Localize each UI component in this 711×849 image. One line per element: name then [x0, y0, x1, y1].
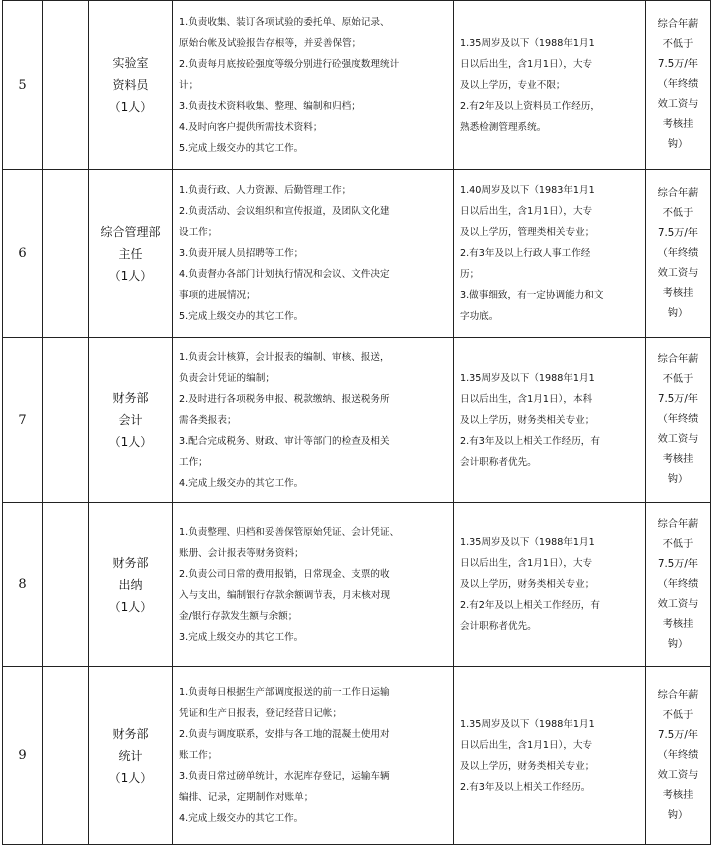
requirement-line: 日以后出生，含1月1日），大专: [460, 206, 593, 217]
duty-line: 事项的进展情况；: [179, 290, 256, 301]
blank-cell: [43, 338, 89, 503]
salary-line: 效工资与: [657, 434, 699, 445]
requirement-line: 日以后出生，含1月1日），大专: [460, 739, 593, 751]
requirements-cell: [454, 170, 646, 338]
requirement-line: 及以上学历，管理类相关专业；: [460, 227, 595, 238]
requirement-line: 熟悉检测管理系统。: [460, 121, 547, 133]
salary-line: 不低于: [662, 538, 694, 550]
salary-line: 考核挂: [662, 454, 694, 465]
salary-line: 钩）: [667, 139, 689, 150]
requirement-line: 日以后出生，含1月1日），大专: [460, 58, 593, 70]
position-title-line: 会计: [118, 413, 143, 427]
row-number-cell: 8: [3, 503, 43, 667]
salary-line: 7.5万/年: [657, 558, 698, 570]
duty-line: 3.配合完成税务、财政、审计等部门的检查及相关: [179, 435, 390, 447]
requirement-line: 会计职称者优先。: [460, 456, 537, 468]
salary-line: （年终绩: [657, 79, 699, 90]
salary-cell: [646, 1, 711, 170]
requirement-line: 1.35周岁及以下（1988年1月1: [460, 37, 595, 49]
requirement-line: 及以上学历，专业不限；: [460, 79, 566, 91]
requirement-line: 2.有2年及以上资料员工作经历，: [460, 100, 600, 112]
requirement-line: 2.有3年及以上相关工作经历，有: [460, 435, 600, 447]
salary-line: 钩）: [667, 638, 689, 650]
position-title-line: 实验室: [112, 56, 149, 70]
table-row: [3, 338, 711, 503]
salary-line: 效工资与: [657, 267, 699, 279]
salary-line: 钩）: [667, 809, 689, 821]
salary-line: （年终绩: [657, 247, 699, 259]
recruitment-table: [2, 0, 711, 845]
position-title-line: 主任: [118, 246, 143, 261]
salary-line: 7.5万/年: [657, 59, 698, 70]
requirement-line: 及以上学历，财务类相关专业；: [460, 579, 595, 590]
duty-line: 金/银行存款发生额与余额；: [179, 610, 298, 622]
requirement-line: 2.有3年及以上行政人事工作经: [460, 248, 591, 259]
requirements-cell: [454, 503, 646, 667]
salary-line: 综合年薪: [657, 187, 699, 199]
salary-line: 综合年薪: [657, 689, 699, 701]
duty-line: 3.负责技术资料收集、整理、编制和归档；: [179, 100, 361, 112]
position-title-line: （1人）: [108, 770, 153, 785]
position-title-line: （1人）: [108, 599, 153, 614]
duty-line: 凭证和生产日报表，登记经营日记帐；: [179, 708, 343, 719]
salary-cell: [646, 338, 711, 503]
duty-line: 1.负责行政、人力资源、后勤管理工作；: [179, 185, 352, 196]
salary-line: 不低于: [662, 709, 694, 721]
duty-line: 1.负责整理、归档和妥善保管原始凭证、会计凭证、: [179, 526, 400, 538]
duty-line: 账工作；: [179, 750, 218, 761]
duty-line: 4.及时向客户提供所需技术资料；: [179, 121, 323, 133]
duty-line: 账册、会计报表等财务资料；: [179, 547, 304, 559]
requirements-cell: [454, 667, 646, 845]
position-title-line: 财务部: [112, 391, 149, 405]
row-number-cell: 5: [3, 1, 43, 170]
salary-cell: [646, 667, 711, 845]
salary-line: （年终绩: [657, 749, 699, 761]
duty-line: 1.负责每日根据生产部调度报送的前一工作日运输: [179, 687, 390, 698]
duty-line: 3.完成上级交办的其它工作。: [179, 631, 304, 643]
salary-line: 考核挂: [662, 789, 694, 801]
blank-cell: [43, 667, 89, 845]
requirement-line: 日以后出生，含1月1日），大专: [460, 558, 593, 569]
row-number-cell: 7: [3, 338, 43, 503]
salary-line: 钩）: [667, 474, 689, 485]
duty-line: 4.完成上级交办的其它工作。: [179, 813, 304, 824]
duty-line: 3.负责开展人员招聘等工作；: [179, 248, 304, 259]
requirement-line: 1.40周岁及以下（1983年1月1: [460, 185, 595, 196]
requirements-cell: [454, 1, 646, 170]
salary-line: 综合年薪: [657, 354, 699, 365]
requirements-cell: [454, 338, 646, 503]
blank-cell: [43, 170, 89, 338]
position-title-line: 财务部: [112, 555, 149, 570]
blank-cell: [43, 1, 89, 170]
requirement-line: 1.35周岁及以下（1988年1月1: [460, 537, 595, 548]
table-row: [3, 1, 711, 170]
position-title-line: （1人）: [108, 100, 153, 114]
position-title-cell: [89, 338, 173, 503]
duty-line: 2.负责公司日常的费用报销，日常现金、支票的收: [179, 568, 390, 580]
salary-line: 7.5万/年: [657, 729, 698, 741]
duty-line: 5.完成上级交办的其它工作。: [179, 311, 304, 322]
table-row: [3, 170, 711, 338]
position-title-line: 出纳: [118, 577, 143, 592]
duties-cell: [173, 338, 454, 503]
duties-cell: [173, 667, 454, 845]
salary-cell: [646, 170, 711, 338]
requirement-line: 3.做事细致，有一定协调能力和文: [460, 290, 604, 301]
requirement-line: 字功底。: [460, 311, 499, 322]
position-title-line: 资料员: [112, 78, 149, 92]
duty-line: 编排、记录，定期制作对账单；: [179, 792, 314, 803]
duty-line: 工作；: [179, 456, 208, 468]
salary-line: 不低于: [662, 39, 694, 50]
salary-line: 考核挂: [662, 287, 694, 299]
duty-line: 2.负责每月底按砼强度等级分别进行砼强度数理统计: [179, 58, 400, 70]
table-body: [3, 1, 711, 845]
duty-line: 负责会计凭证的编制；: [179, 372, 275, 384]
position-title-cell: [89, 503, 173, 667]
duty-line: 设工作；: [179, 227, 218, 238]
table-row: [3, 667, 711, 845]
duty-line: 3.负责日常过磅单统计，水泥库存登记，运输车辆: [179, 771, 390, 782]
row-number-cell: 9: [3, 667, 43, 845]
position-title-line: 统计: [118, 748, 143, 763]
duties-cell: [173, 170, 454, 338]
duty-line: 需各类报表；: [179, 414, 237, 426]
position-title-line: （1人）: [108, 268, 153, 283]
requirement-line: 2.有2年及以上相关工作经历，有: [460, 600, 600, 611]
position-title-line: 综合管理部: [100, 224, 161, 239]
blank-cell: [43, 503, 89, 667]
duty-line: 1.负责收集、装订各项试验的委托单、原始记录、: [179, 16, 390, 28]
requirement-line: 1.35周岁及以下（1988年1月1: [460, 718, 595, 730]
duty-line: 4.完成上级交办的其它工作。: [179, 477, 304, 489]
position-title-line: （1人）: [108, 435, 153, 449]
salary-line: 综合年薪: [657, 518, 699, 530]
duties-cell: [173, 503, 454, 667]
position-title-cell: [89, 667, 173, 845]
salary-line: 效工资与: [657, 99, 699, 110]
duty-line: 4.负责督办各部门计划执行情况和会议、文件决定: [179, 269, 390, 280]
requirement-line: 1.35周岁及以下（1988年1月1: [460, 372, 595, 384]
requirement-line: 及以上学历，财务类相关专业；: [460, 760, 595, 772]
duty-line: 5.完成上级交办的其它工作。: [179, 142, 304, 154]
salary-cell: [646, 503, 711, 667]
duty-line: 计；: [179, 79, 199, 91]
duties-cell: [173, 1, 454, 170]
duty-line: 入与支出，编制银行存款余额调节表，月末核对现: [179, 589, 391, 601]
requirement-line: 及以上学历，财务类相关专业；: [460, 414, 595, 426]
salary-line: 7.5万/年: [657, 394, 698, 405]
duty-line: 2.负责与调度联系，安排与各工地的混凝土使用对: [179, 729, 390, 740]
requirement-line: 2.有3年及以上相关工作经历。: [460, 781, 591, 793]
requirement-line: 会计职称者优先。: [460, 621, 537, 632]
salary-line: （年终绩: [657, 578, 699, 590]
salary-line: 不低于: [662, 207, 694, 219]
duty-line: 2.负责活动、会议组织和宣传报道，及团队文化建: [179, 206, 390, 217]
position-title-cell: [89, 170, 173, 338]
duty-line: 原始台帐及试验报告存根等，并妥善保管；: [179, 37, 362, 49]
salary-line: 效工资与: [657, 598, 699, 610]
salary-line: 考核挂: [662, 119, 694, 130]
salary-line: 7.5万/年: [657, 227, 698, 239]
salary-line: 钩）: [667, 307, 689, 319]
position-title-line: 财务部: [112, 726, 149, 741]
requirement-line: 历；: [460, 269, 480, 280]
position-title-cell: [89, 1, 173, 170]
salary-line: 不低于: [662, 374, 694, 385]
salary-line: 综合年薪: [657, 19, 699, 30]
requirement-line: 日以后出生，含1月1日），本科: [460, 393, 593, 405]
table-row: [3, 503, 711, 667]
salary-line: 考核挂: [662, 618, 694, 630]
duty-line: 1.负责会计核算，会计报表的编制、审核、报送，: [179, 351, 390, 363]
salary-line: 效工资与: [657, 769, 699, 781]
row-number-cell: 6: [3, 170, 43, 338]
duty-line: 2.及时进行各项税务申报、税款缴纳、报送税务所: [179, 393, 390, 405]
salary-line: （年终绩: [657, 414, 699, 425]
